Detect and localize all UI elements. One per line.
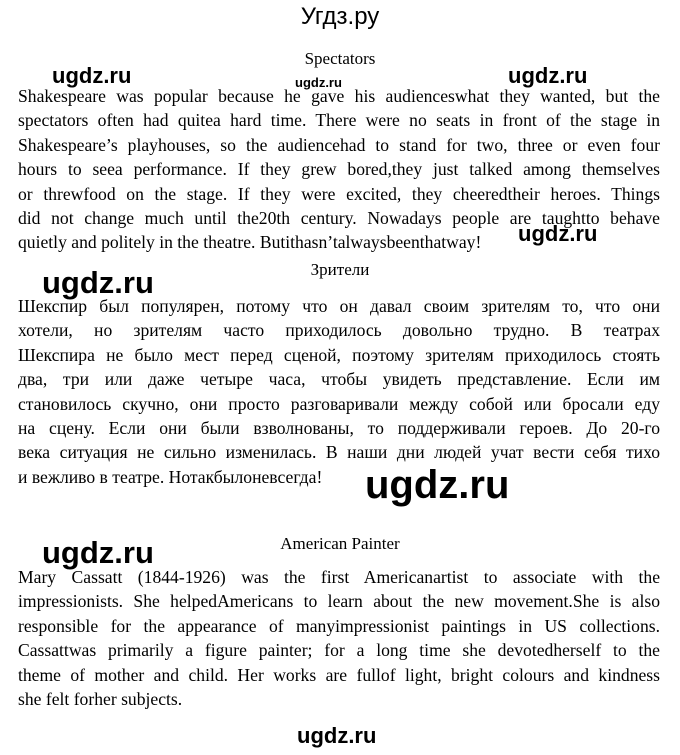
text-line: века ситуация не сильно изменилась. В наши дни людей учат вести себя тихо — [18, 442, 660, 463]
text-line: she felt forher subjects. — [18, 689, 183, 710]
text-line: did not change much until the20th century. Nowadays people are taughtto behave — [18, 208, 660, 229]
watermark: ugdz.ru — [365, 463, 510, 507]
watermark: ugdz.ru — [52, 63, 132, 88]
text-line: два, три или даже четыре часа, чтобы увидеть представление. Если им — [18, 369, 660, 390]
paragraph-zriteli — [18, 294, 660, 489]
text-line: responsible for the appearance of manyimpressionist paintings in US collections. — [18, 615, 660, 636]
section-title-spectators: Spectators — [304, 49, 376, 68]
watermark: ugdz.ru — [518, 221, 598, 246]
text-line: и вежливо в театре. Нотакбылоневсегда! — [18, 466, 323, 487]
text-line: Shakespeare was popular because he gave his audienceswhat they wanted, but the — [18, 86, 660, 106]
text-line: hours to seea performance. If they grew bored,they just talked among themselves — [18, 159, 660, 180]
text-line: theme of mother and child. Her works are fullof light, bright colours and kindness — [18, 664, 660, 685]
text-line: Шекспир был популярен, потому что он давал своим зрителям то, что они — [18, 296, 660, 316]
text-line: Mary Cassatt (1844-1926) was the first Americanartist to associate with the — [18, 567, 660, 587]
paragraph-painter — [18, 565, 660, 711]
watermark: ugdz.ru — [295, 75, 342, 90]
text-line: хотели, но зрителям часто приходилось довольно трудно. В театрах — [18, 320, 660, 341]
text-line: становилось скучно, они просто разговаривали между собой или бросали еду — [18, 393, 660, 414]
watermark: ugdz.ru — [297, 723, 377, 748]
watermark: ugdz.ru — [42, 535, 154, 570]
site-title[interactable]: Угдз.ру — [300, 3, 380, 30]
section-title-painter: American Painter — [280, 534, 400, 553]
text-line: spectators often had quitea hard time. There were no seats in front of the stage in — [18, 110, 660, 131]
watermark: ugdz.ru — [42, 265, 154, 300]
text-line: quietly and politely in the theatre. Butithasn’talwaysbeenthatway! — [18, 232, 482, 253]
paragraph-spectators — [18, 84, 660, 255]
watermark: ugdz.ru — [508, 63, 588, 88]
text-line: Шекспира не было мест перед сценой, поэтому зрителям приходилось стоять — [18, 344, 660, 365]
text-line: or threwfood on the stage. If they were excited, they cheeredtheir heroes. Things — [18, 183, 660, 204]
text-line: на сцену. Если они были взволнованы, то поддерживали героев. До 20-го — [18, 418, 660, 439]
section-title-zriteli: Зрители — [310, 260, 370, 279]
text-line: impressionists. She helpedAmericans to learn about the new movement.She is also — [18, 591, 660, 612]
text-line: Cassattwas primarily a figure painter; for a long time she devotedherself to the — [18, 640, 660, 661]
text-line: Shakespeare’s playhouses, so the audiencehad to stand for two, three or even four — [18, 134, 660, 155]
